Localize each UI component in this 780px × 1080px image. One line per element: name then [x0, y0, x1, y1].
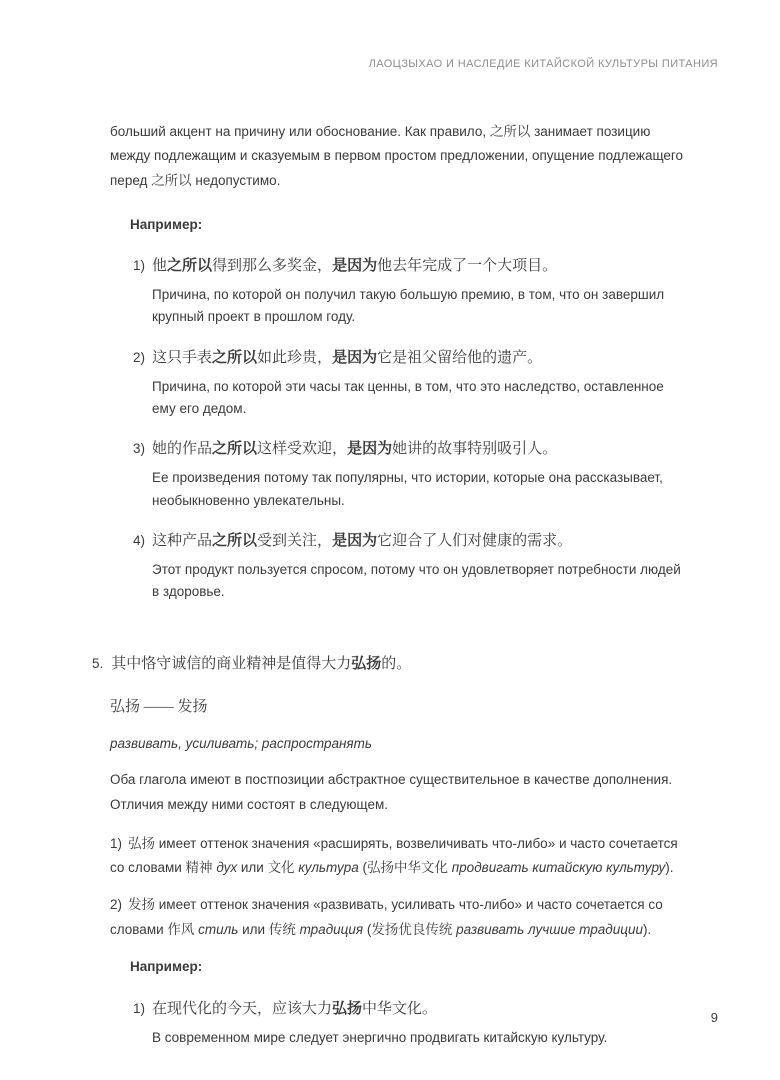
example-chinese-sentence — [133, 436, 688, 463]
point-number: 1) — [110, 835, 123, 851]
point-number: 2) — [110, 897, 123, 913]
example-item-3 — [110, 436, 688, 512]
example-chinese-text: 这只手表之所以如此珍贵，是因为它是祖父留给他的遗产。 — [152, 349, 543, 366]
example-number: 3) — [133, 441, 146, 457]
example-chinese-sentence — [133, 528, 688, 555]
example-chinese-text: 她的作品之所以这样受欢迎，是因为她讲的故事特别吸引人。 — [152, 441, 558, 458]
example-number: 1) — [133, 1000, 146, 1016]
example-item-1 — [110, 253, 688, 329]
example-chinese-text: 在现代化的今天，应该大力弘扬中华文化。 — [152, 1000, 438, 1017]
example-translation: Ее произведения потому так популярны, что истории, которые она рассказывает, необыкновенно увлекательны. — [152, 470, 663, 508]
section-5-chinese-text: 其中恪守诚信的商业精神是值得大力弘扬的。 — [111, 656, 412, 673]
page-number: 9 — [710, 1010, 718, 1025]
explanation-paragraph: Оба глагола имеют в постпозиции абстрактное существительное в качестве дополнения. Отличия между ними состоят в следующем. — [110, 771, 673, 812]
example-translation: Причина, по которой эти часы так ценны, в том, что это наследство, оставленное ему его дедом. — [152, 378, 664, 416]
example-chinese-text: 这种产品之所以受到关注，是因为它迎合了人们对健康的需求。 — [152, 532, 573, 549]
example-translation: В современном мире следует энергично продвигать китайскую культуру. — [152, 1029, 608, 1045]
point-text: 弘扬 имеет оттенок значения «расширять, возвеличивать что-либо» и часто сочетается со словами 精神 дух или 文化 культура (弘扬中华文化 продвигать китайскую культуру). — [110, 835, 678, 876]
usage-point-1 — [110, 832, 688, 882]
example-number: 4) — [133, 532, 146, 548]
gloss-translation: развивать, усиливать; распространять — [110, 736, 372, 752]
example-translation: Этот продукт пользуется спросом, потому что он удовлетворяет потребности людей в здоровье. — [152, 561, 681, 600]
page-content — [92, 120, 688, 1065]
section-item-5 — [92, 651, 688, 1049]
example-chinese-sentence — [133, 253, 688, 280]
example-item-2 — [110, 345, 688, 421]
usage-point-2 — [110, 893, 688, 943]
example-translation: Причина, по которой он получил такую большую премию, в том, что он завершил крупный проект в прошлом году. — [152, 287, 665, 325]
word-pair: 弘扬 —— 发扬 — [110, 699, 208, 716]
section-5-number: 5. — [92, 656, 104, 672]
running-header: ЛАОЦЗЫХАО И НАСЛЕДИЕ КИТАЙСКОЙ КУЛЬТУРЫ ПИТАНИЯ — [368, 58, 718, 70]
section-5-sentence — [92, 651, 688, 678]
example-chinese-sentence — [133, 345, 688, 372]
intro-paragraph: больший акцент на причину или обоснование. Как правило, 之所以 занимает позицию между подлежащим и сказуемым в первом простом предложении, опущение подлежащего перед 之所以 недопустимо. — [110, 124, 684, 188]
example-number: 2) — [133, 349, 146, 365]
examples-label-2: Например: — [130, 959, 203, 975]
example-chinese-text: 他之所以得到那么多奖金，是因为他去年完成了一个大项目。 — [152, 258, 558, 275]
examples-label-1: Например: — [130, 216, 203, 232]
example-chinese-sentence — [133, 996, 688, 1023]
example-number: 1) — [133, 258, 146, 274]
example-item-5-1 — [110, 996, 688, 1049]
example-item-4 — [110, 528, 688, 604]
point-text: 发扬 имеет оттенок значения «развивать, усиливать что-либо» и часто сочетается со словами 作风 стиль или 传统 традиция (发扬优良传统 развивать лучшие традиции). — [110, 897, 663, 938]
